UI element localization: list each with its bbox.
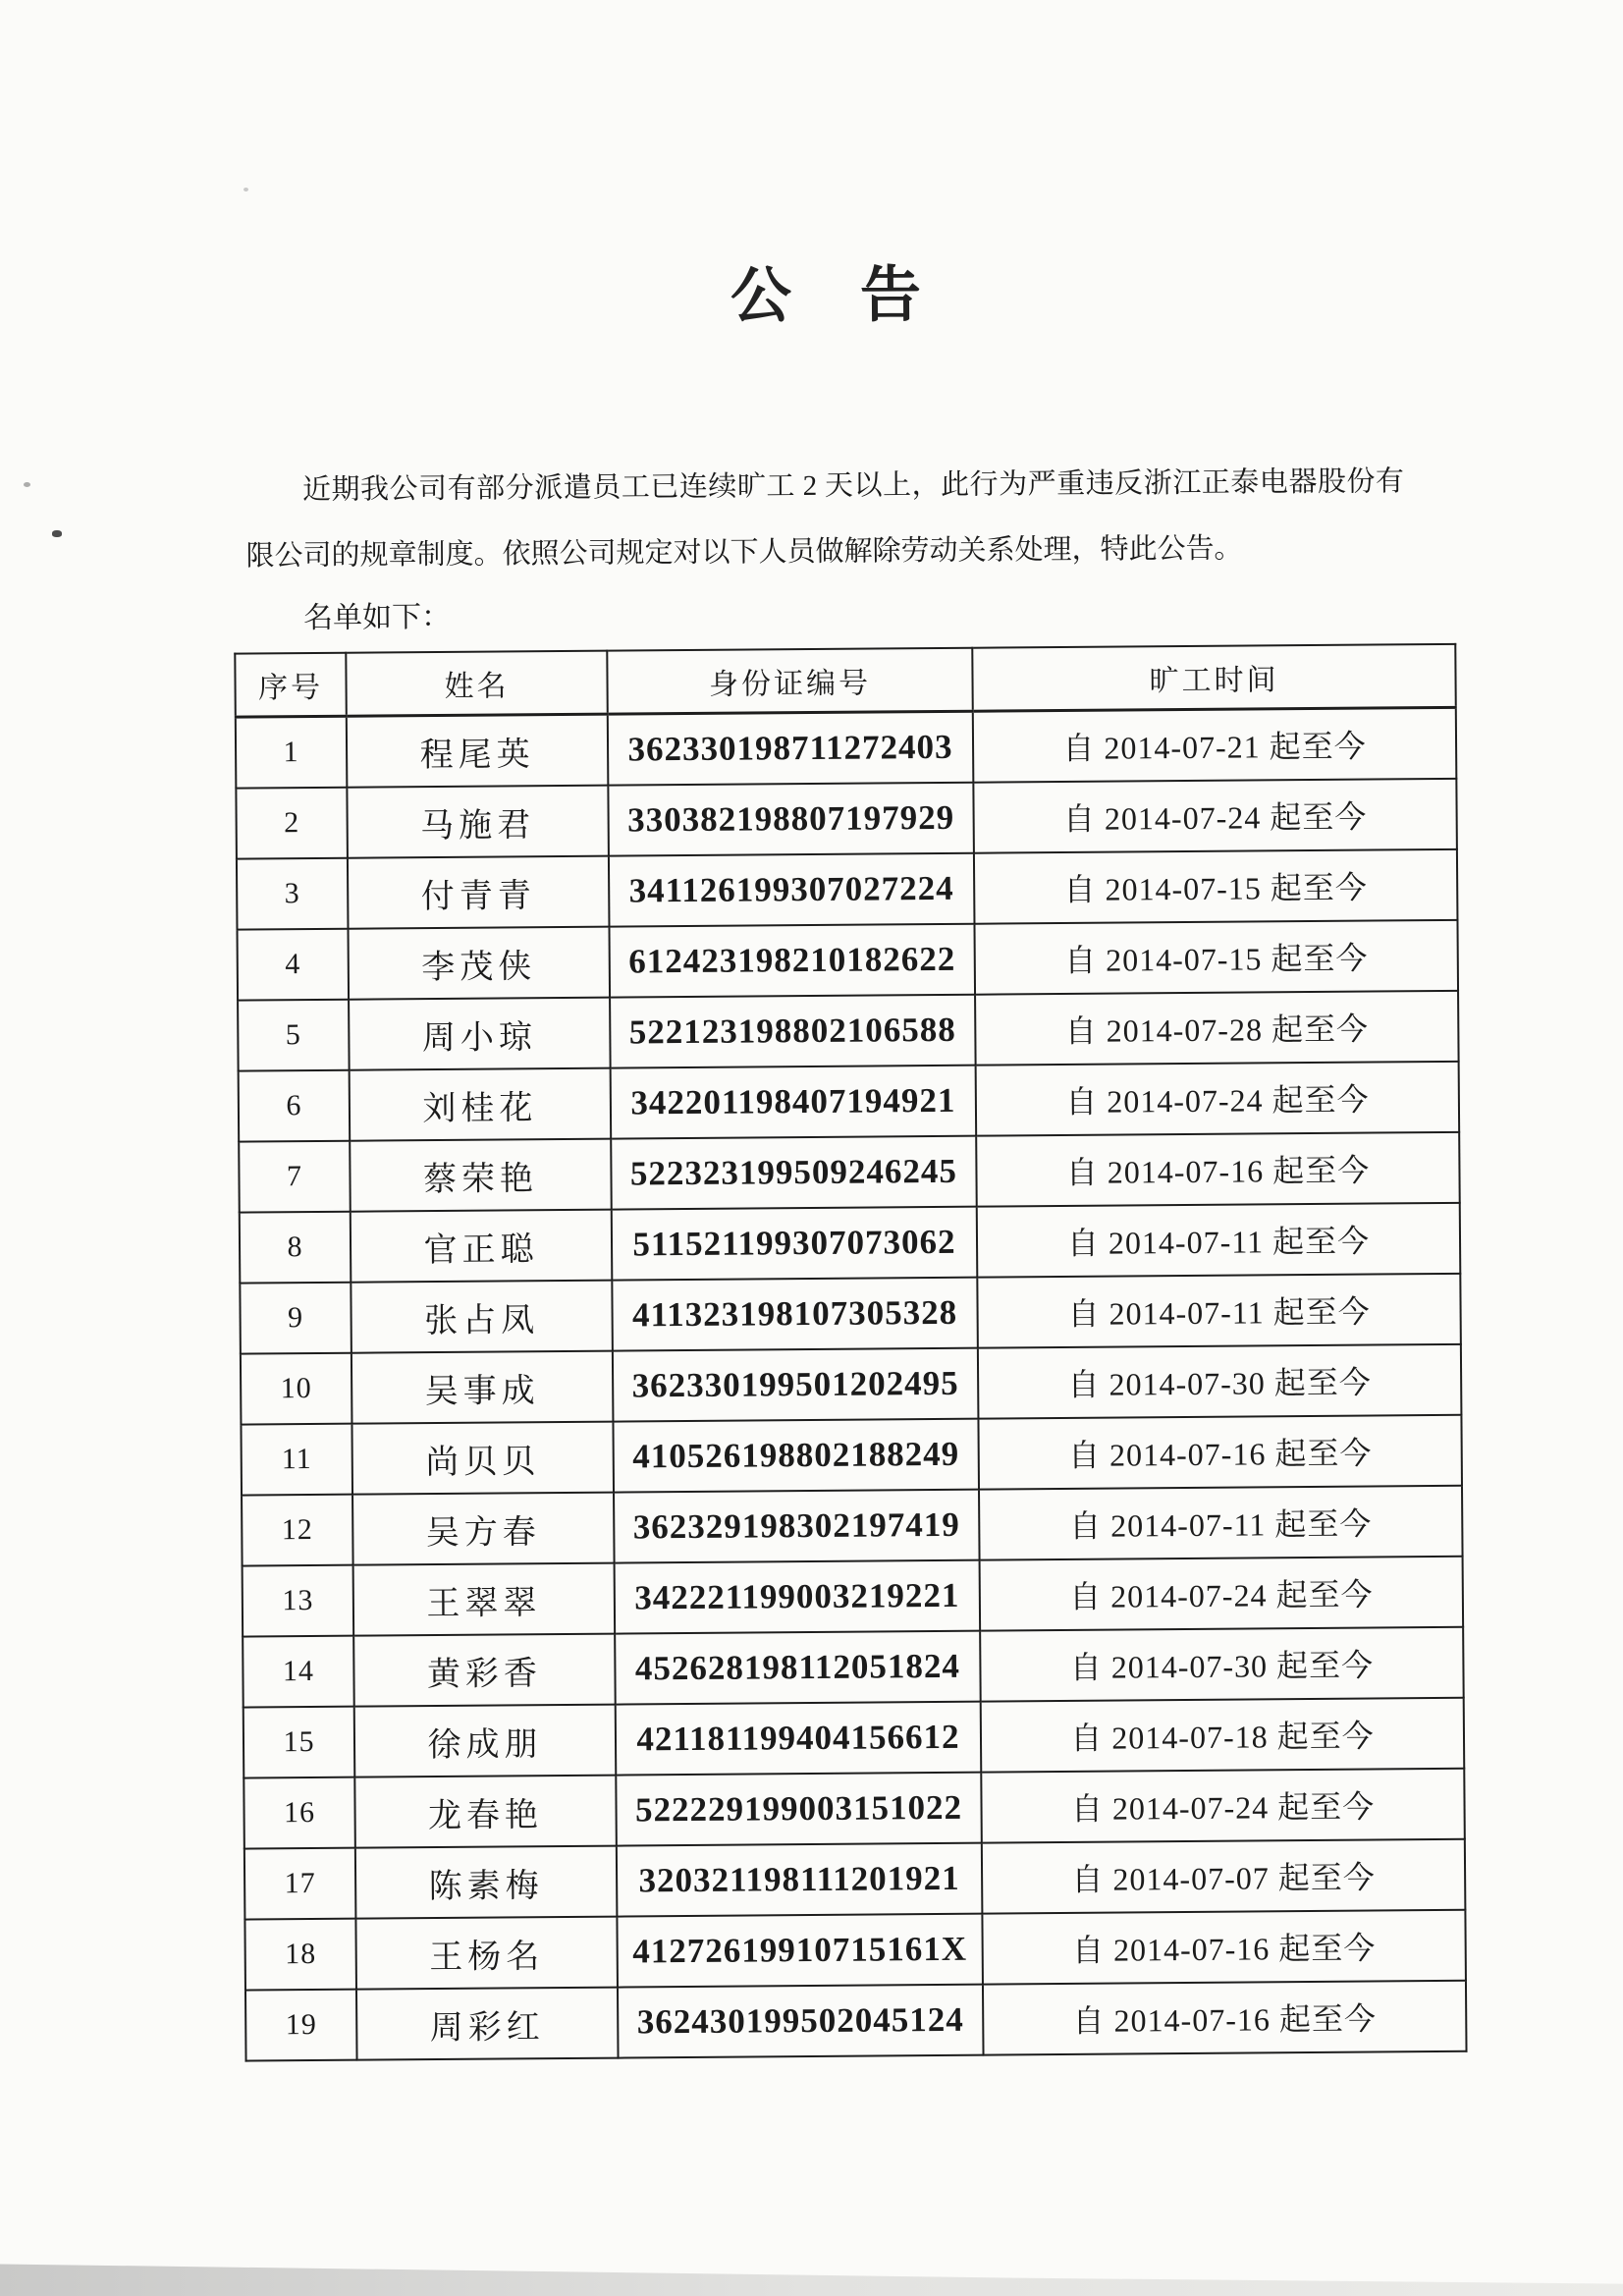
table-row xyxy=(240,1203,1461,1284)
col-header-index: 序号 xyxy=(235,653,347,717)
cell-id-number: 362330199501202495 xyxy=(613,1348,979,1422)
cell-name: 周小琼 xyxy=(349,998,611,1070)
notice-body-paragraph: 近期我公司有部分派遣员工已连续旷工 2 天以上，此行为严重违反浙江正泰电器股份有限公司的规章制度。依照公司规定对以下人员做解除劳动关系处理，特此公告。 xyxy=(245,465,1405,573)
cell-name: 徐成朋 xyxy=(354,1705,617,1777)
table-row xyxy=(242,1486,1463,1566)
table-row xyxy=(241,1344,1462,1425)
notice-title xyxy=(14,256,1623,336)
notice-title-char: 公 xyxy=(730,263,792,331)
cell-name: 吴事成 xyxy=(352,1351,614,1424)
cell-index: 12 xyxy=(242,1495,353,1566)
cell-index: 17 xyxy=(244,1848,356,1920)
scan-artifact-dot xyxy=(24,482,30,487)
table-row xyxy=(236,708,1457,789)
cell-absence-period: 自 2014-07-28 起至今 xyxy=(975,991,1459,1066)
col-header-name: 姓名 xyxy=(346,651,607,717)
list-intro-label: 名单如下： xyxy=(302,601,452,635)
cell-index: 7 xyxy=(239,1141,351,1213)
cell-name: 王杨名 xyxy=(355,1917,618,1990)
cell-name: 蔡荣艳 xyxy=(350,1139,612,1212)
cell-name: 刘桂花 xyxy=(350,1068,612,1141)
cell-name: 龙春艳 xyxy=(354,1776,617,1848)
cell-name: 尚贝贝 xyxy=(352,1422,614,1495)
scan-artifact-dot xyxy=(243,188,248,191)
cell-id-number: 411323198107305328 xyxy=(612,1278,978,1351)
table-row xyxy=(243,1769,1465,1849)
cell-name: 黄彩香 xyxy=(353,1634,616,1707)
cell-name: 李茂侠 xyxy=(349,927,611,1000)
cell-index: 16 xyxy=(243,1777,355,1849)
cell-name: 王翠翠 xyxy=(353,1563,616,1636)
cell-id-number: 320321198111201921 xyxy=(617,1843,983,1917)
table-row xyxy=(238,920,1459,1001)
cell-absence-period: 自 2014-07-11 起至今 xyxy=(979,1486,1463,1560)
cell-index: 11 xyxy=(241,1424,352,1496)
table-row xyxy=(244,1910,1466,1991)
cell-absence-period: 自 2014-07-15 起至今 xyxy=(974,849,1458,924)
cell-index: 13 xyxy=(243,1565,354,1637)
cell-id-number: 330382198807197929 xyxy=(608,783,974,856)
cell-index: 19 xyxy=(245,1990,357,2061)
table-row xyxy=(239,1132,1460,1213)
cell-index: 8 xyxy=(240,1212,352,1284)
table-row xyxy=(238,991,1459,1071)
cell-id-number: 341126199307027224 xyxy=(609,853,975,927)
cell-index: 2 xyxy=(236,788,348,859)
cell-absence-period: 自 2014-07-07 起至今 xyxy=(982,1839,1466,1914)
cell-name: 张占凤 xyxy=(351,1281,613,1353)
cell-index: 15 xyxy=(243,1707,355,1778)
cell-absence-period: 自 2014-07-16 起至今 xyxy=(982,1910,1466,1985)
cell-absence-period: 自 2014-07-24 起至今 xyxy=(973,779,1457,853)
cell-id-number: 362329198302197419 xyxy=(614,1490,980,1563)
col-header-id-number: 身份证编号 xyxy=(607,648,972,714)
cell-absence-period: 自 2014-07-30 起至今 xyxy=(980,1627,1464,1702)
cell-absence-period: 自 2014-07-16 起至今 xyxy=(983,1981,1467,2055)
cell-index: 14 xyxy=(243,1636,354,1708)
cell-name: 官正聪 xyxy=(351,1210,613,1283)
cell-absence-period: 自 2014-07-15 起至今 xyxy=(974,920,1458,995)
table-header-row xyxy=(235,644,1455,717)
cell-index: 9 xyxy=(240,1283,352,1354)
cell-index: 6 xyxy=(239,1070,351,1142)
cell-name: 吴方春 xyxy=(352,1493,615,1565)
cell-absence-period: 自 2014-07-16 起至今 xyxy=(978,1415,1462,1490)
table-row xyxy=(243,1557,1464,1637)
cell-absence-period: 自 2014-07-30 起至今 xyxy=(978,1344,1462,1419)
cell-absence-period: 自 2014-07-24 起至今 xyxy=(981,1769,1465,1843)
scan-artifact-dot xyxy=(52,530,62,537)
cell-id-number: 452628198112051824 xyxy=(615,1631,981,1705)
cell-id-number: 421181199404156612 xyxy=(616,1702,982,1776)
cell-absence-period: 自 2014-07-24 起至今 xyxy=(980,1557,1464,1631)
table-row xyxy=(239,1062,1460,1142)
cell-absence-period: 自 2014-07-11 起至今 xyxy=(977,1203,1461,1278)
cell-name: 程尾英 xyxy=(347,714,609,788)
cell-id-number: 612423198210182622 xyxy=(609,924,975,998)
cell-index: 10 xyxy=(241,1353,352,1425)
cell-id-number: 511521199307073062 xyxy=(612,1207,978,1281)
cell-index: 5 xyxy=(238,1000,350,1071)
table-row xyxy=(237,849,1458,930)
cell-id-number: 362330198711272403 xyxy=(608,711,974,785)
cell-index: 18 xyxy=(244,1919,356,1991)
table-body xyxy=(236,708,1467,2061)
cell-absence-period: 自 2014-07-24 起至今 xyxy=(976,1062,1460,1136)
cell-id-number: 342221199003219221 xyxy=(615,1560,981,1634)
table-row xyxy=(243,1627,1464,1708)
notice-title-char: 告 xyxy=(859,262,922,330)
cell-id-number: 522323199509246245 xyxy=(611,1136,977,1210)
table-row xyxy=(244,1839,1466,1920)
table-row xyxy=(240,1274,1461,1354)
table-row xyxy=(241,1415,1462,1496)
cell-id-number: 41272619910715161X xyxy=(617,1914,983,1988)
table-row xyxy=(236,779,1457,859)
cell-name: 付青青 xyxy=(348,856,610,929)
cell-index: 1 xyxy=(236,716,348,788)
cell-id-number: 410526198802188249 xyxy=(613,1419,979,1493)
cell-absence-period: 自 2014-07-18 起至今 xyxy=(981,1698,1465,1773)
cell-absence-period: 自 2014-07-21 起至今 xyxy=(973,708,1457,783)
cell-id-number: 522229199003151022 xyxy=(616,1773,982,1846)
cell-id-number: 342201198407194921 xyxy=(611,1066,977,1139)
col-header-absence-period: 旷工时间 xyxy=(972,644,1455,711)
cell-id-number: 362430199502045124 xyxy=(618,1985,984,2058)
cell-absence-period: 自 2014-07-16 起至今 xyxy=(976,1132,1460,1207)
table-row xyxy=(245,1981,1467,2061)
table-row xyxy=(243,1698,1465,1778)
cell-name: 马施君 xyxy=(347,786,609,858)
cell-absence-period: 自 2014-07-11 起至今 xyxy=(977,1274,1461,1348)
cell-id-number: 522123198802106588 xyxy=(610,995,976,1068)
scan-edge-shadow xyxy=(0,2253,1623,2296)
cell-name: 陈素梅 xyxy=(355,1846,618,1919)
cell-name: 周彩红 xyxy=(356,1988,619,2060)
cell-index: 4 xyxy=(238,929,350,1001)
dismissal-table xyxy=(234,643,1467,2062)
cell-index: 3 xyxy=(237,858,349,930)
